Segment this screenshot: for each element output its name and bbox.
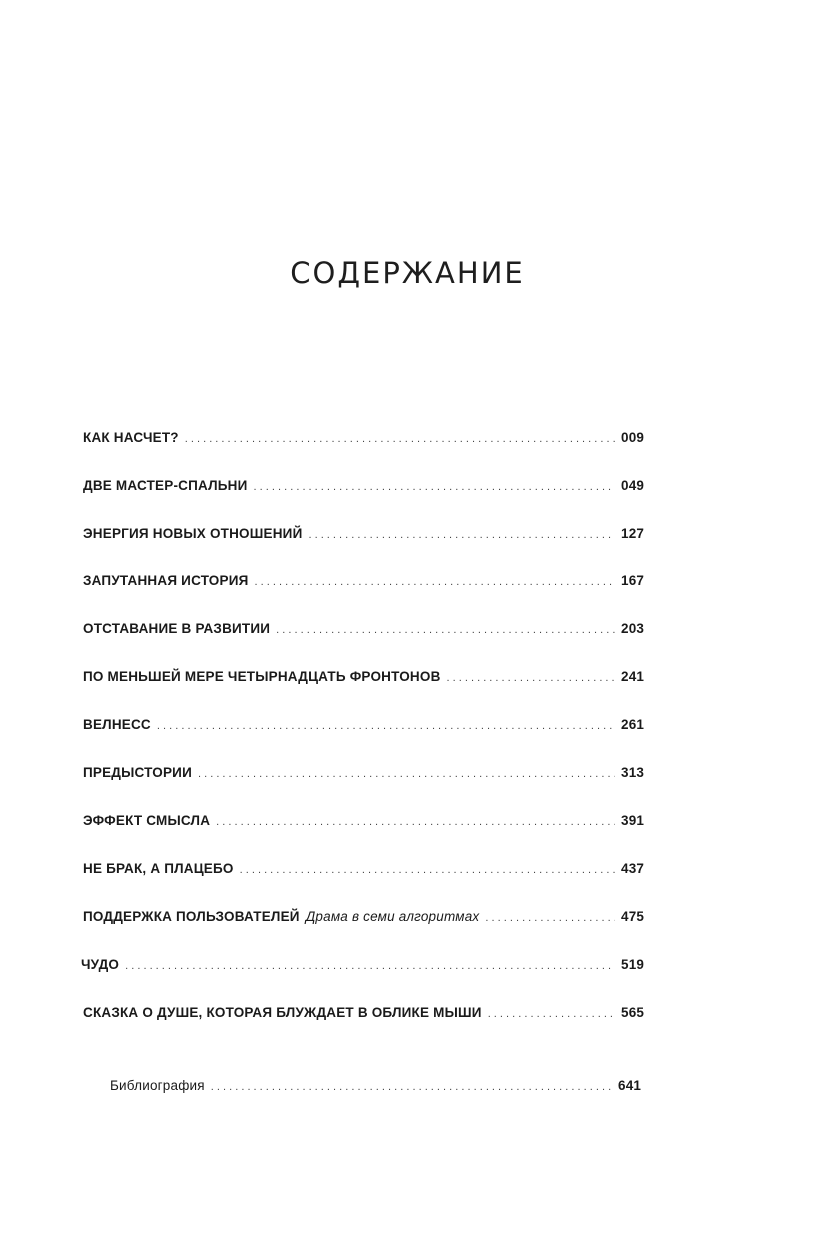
toc-page-number: 565 — [621, 1005, 645, 1020]
toc-entry-title: ДВЕ МАСТЕР-СПАЛЬНИ — [83, 478, 248, 493]
dot-leader — [198, 768, 615, 780]
toc-entry[interactable] — [83, 765, 651, 787]
dot-leader — [211, 1081, 612, 1093]
page-title: СОДЕРЖАНИЕ — [290, 256, 525, 290]
toc-page-number: 437 — [621, 861, 645, 876]
dot-leader — [185, 433, 615, 445]
toc-page-number: 009 — [621, 430, 645, 445]
toc-entry[interactable] — [81, 957, 651, 979]
dot-leader — [276, 624, 615, 636]
toc-entry[interactable] — [83, 861, 651, 883]
toc-page-number: 127 — [621, 526, 645, 541]
toc-entry-title: ОТСТАВАНИЕ В РАЗВИТИИ — [83, 621, 271, 636]
toc-page-number: 519 — [621, 957, 645, 972]
toc-entry[interactable] — [83, 1005, 651, 1027]
toc-page-number: 391 — [621, 813, 645, 828]
toc-entry-title: ЗАПУТАННАЯ ИСТОРИЯ — [83, 573, 249, 588]
dot-leader — [488, 1008, 615, 1020]
dot-leader — [216, 816, 615, 828]
toc-entry[interactable] — [83, 430, 651, 452]
toc-entry-title: КАК НАСЧЕТ? — [83, 430, 179, 445]
dot-leader — [254, 481, 615, 493]
toc-entry-title: ВЕЛНЕСС — [83, 717, 151, 732]
toc-entry-bibliography[interactable] — [110, 1078, 648, 1100]
dot-leader — [308, 529, 615, 541]
toc-entry-title: ЧУДО — [81, 957, 120, 972]
toc-entry-title: НЕ БРАК, А ПЛАЦЕБО — [83, 861, 234, 876]
toc-entry[interactable] — [83, 573, 651, 595]
toc-entry[interactable] — [83, 813, 651, 835]
toc-entry[interactable] — [83, 717, 651, 739]
toc-entry[interactable] — [83, 909, 651, 931]
toc-page-number: 049 — [621, 478, 645, 493]
toc-entry[interactable] — [83, 621, 651, 643]
toc-page-number: 641 — [618, 1078, 642, 1093]
toc-entry-subtitle: Драма в семи алгоритмах — [305, 909, 480, 924]
toc-entry-title: ЭНЕРГИЯ НОВЫХ ОТНОШЕНИЙ — [83, 526, 303, 541]
dot-leader — [157, 720, 615, 732]
dot-leader — [485, 912, 615, 924]
toc-entry-title: ПРЕДЫСТОРИИ — [83, 765, 192, 780]
toc-page-number: 241 — [621, 669, 645, 684]
toc-entry-title: ПОДДЕРЖКА ПОЛЬЗОВАТЕЛЕЙ — [83, 909, 300, 924]
toc-entry[interactable] — [83, 669, 651, 691]
toc-page-number: 203 — [621, 621, 645, 636]
toc-page-number: 475 — [621, 909, 645, 924]
toc-entry-title: ПО МЕНЬШЕЙ МЕРЕ ЧЕТЫРНАДЦАТЬ ФРОНТОНОВ — [83, 669, 441, 684]
toc-entry-title: СКАЗКА О ДУШЕ, КОТОРАЯ БЛУЖДАЕТ В ОБЛИКЕ МЫШИ — [83, 1005, 482, 1020]
dot-leader — [125, 960, 615, 972]
toc-entry[interactable] — [83, 478, 651, 500]
dot-leader — [255, 576, 615, 588]
toc-page-number: 261 — [621, 717, 645, 732]
toc-entry-title: Библиография — [110, 1078, 205, 1093]
dot-leader — [447, 672, 615, 684]
toc-page-number: 167 — [621, 573, 645, 588]
dot-leader — [240, 864, 615, 876]
toc-entry-title: ЭФФЕКТ СМЫСЛА — [83, 813, 211, 828]
toc-page-number: 313 — [621, 765, 645, 780]
toc-entry[interactable] — [83, 526, 651, 548]
